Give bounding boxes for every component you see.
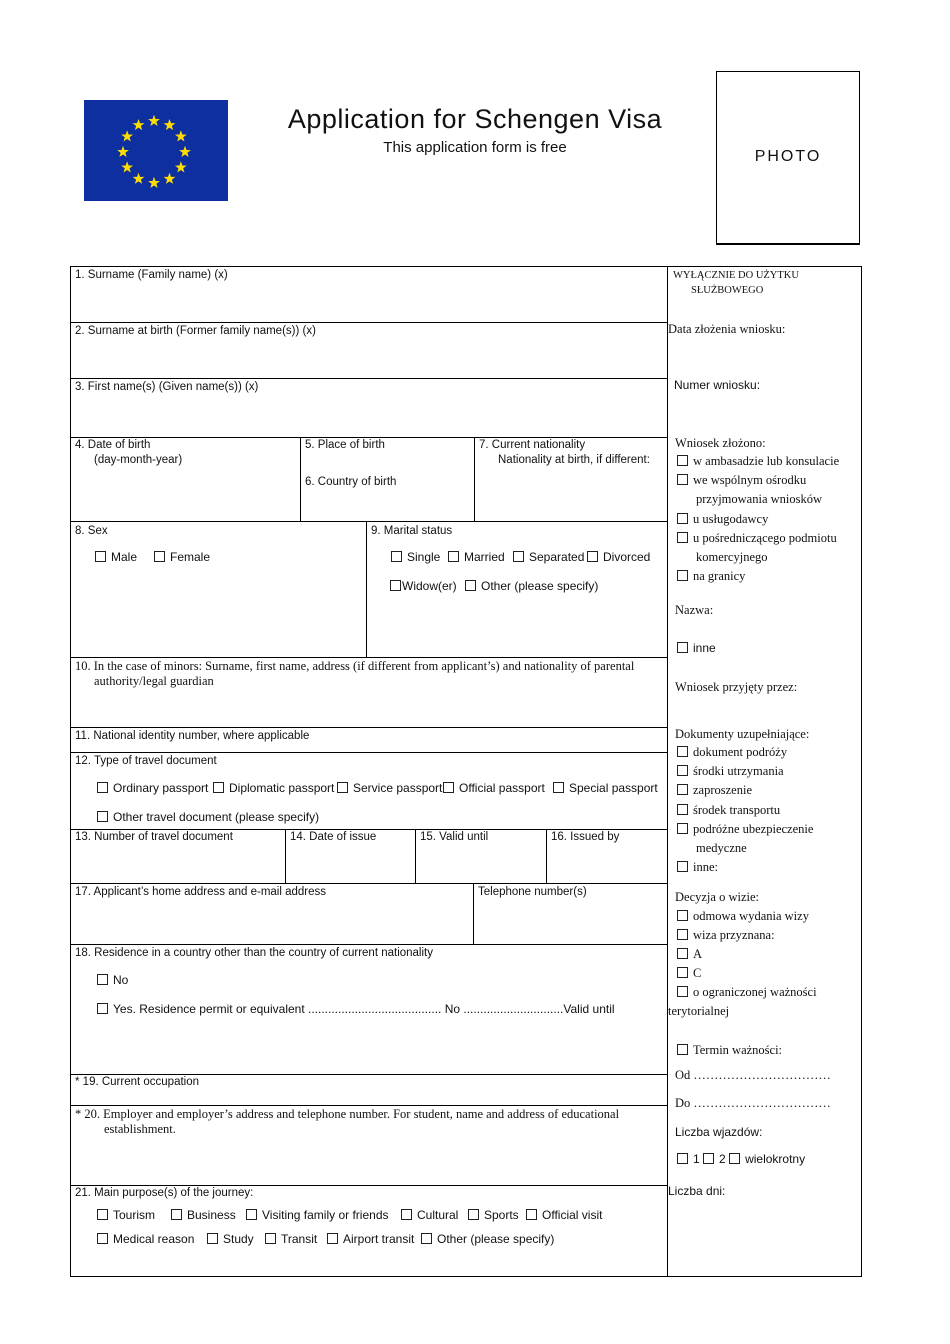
checkbox-study[interactable]: Study bbox=[207, 1232, 254, 1246]
field-date-of-issue: 14. Date of issue bbox=[290, 831, 377, 843]
checkbox-residence-no[interactable]: No bbox=[97, 973, 128, 987]
eu-stars-icon bbox=[84, 100, 228, 201]
star-icon bbox=[148, 115, 160, 126]
checkbox-marital-other[interactable]: Other (please specify) bbox=[465, 579, 598, 593]
checkbox-transit[interactable]: Transit bbox=[265, 1232, 317, 1246]
field-issued-by: 16. Issued by bbox=[551, 831, 620, 843]
checkbox-official-passport[interactable]: Official passport bbox=[443, 781, 545, 795]
field-employer-cont: establishment. bbox=[104, 1122, 176, 1136]
checkbox-limited-validity[interactable]: o ograniczonej ważności bbox=[677, 985, 817, 1000]
office-commercial-cont: komercyjnego bbox=[696, 550, 768, 564]
checkbox-visa-refused[interactable]: odmowa wydania wizy bbox=[677, 909, 809, 924]
checkbox-separated[interactable]: Separated bbox=[513, 550, 584, 564]
office-common-centre-cont: przyjmowania wniosków bbox=[696, 492, 823, 506]
checkbox-means-of-transport[interactable]: środek transportu bbox=[677, 803, 780, 818]
checkbox-invitation[interactable]: zaproszenie bbox=[677, 783, 752, 798]
page-subtitle: This application form is free bbox=[383, 139, 567, 156]
field-employer: * 20. Employer and employer’s address and telephone number. For student, name and address of educational bbox=[75, 1107, 620, 1121]
star-icon bbox=[175, 130, 187, 141]
checkbox-commercial-intermediary[interactable]: u pośredniczącego podmiotu bbox=[677, 531, 837, 546]
checkbox-validity-period[interactable]: Termin ważności: bbox=[677, 1043, 782, 1058]
field-date-format: (day-month-year) bbox=[94, 454, 183, 466]
field-sex: 8. Sex bbox=[75, 525, 108, 537]
office-validity-from: Od …………………………… bbox=[675, 1068, 831, 1082]
checkbox-residence-yes[interactable]: Yes. Residence permit or equivalent ........................................ No ..............................Valid until bbox=[97, 1002, 615, 1016]
checkbox-single[interactable]: Single bbox=[391, 550, 440, 564]
checkbox-female[interactable]: Female bbox=[154, 550, 210, 564]
checkbox-visiting-family[interactable]: Visiting family or friends bbox=[246, 1208, 389, 1222]
checkbox-travel-insurance[interactable]: podróżne ubezpieczenie bbox=[677, 822, 813, 837]
checkbox-business[interactable]: Business bbox=[171, 1208, 236, 1222]
eu-flag bbox=[84, 100, 228, 201]
office-number-label: Numer wniosku: bbox=[674, 378, 761, 392]
page-title: Application for Schengen Visa bbox=[287, 104, 663, 134]
office-submitted-label: Wniosek złożono: bbox=[675, 436, 766, 450]
star-icon bbox=[117, 146, 129, 157]
office-accepted-by-label: Wniosek przyjęty przez: bbox=[675, 680, 798, 694]
checkbox-travel-document[interactable]: dokument podróży bbox=[677, 745, 787, 760]
field-telephone: Telephone number(s) bbox=[478, 886, 587, 898]
star-icon bbox=[121, 161, 133, 172]
checkbox-medical-reason[interactable]: Medical reason bbox=[97, 1232, 194, 1246]
field-current-nationality: 7. Current nationality bbox=[479, 439, 586, 451]
field-minors-guardian-cont: authority/legal guardian bbox=[94, 674, 214, 688]
field-national-id: 11. National identity number, where applicable bbox=[75, 730, 310, 742]
checkbox-docs-other[interactable]: inne: bbox=[677, 860, 718, 875]
field-first-names: 3. First name(s) (Given name(s)) (x) bbox=[75, 381, 259, 393]
checkbox-special-passport[interactable]: Special passport bbox=[553, 781, 658, 795]
field-current-occupation: * 19. Current occupation bbox=[75, 1076, 200, 1088]
office-entries-label: Liczba wjazdów: bbox=[675, 1125, 763, 1139]
checkbox-diplomatic-passport[interactable]: Diplomatic passport bbox=[213, 781, 334, 795]
office-validity-to: Do …………………………… bbox=[675, 1096, 831, 1110]
office-insurance-cont: medyczne bbox=[696, 841, 747, 855]
checkbox-entries-multiple[interactable]: wielokrotny bbox=[729, 1152, 805, 1166]
photo-label: PHOTO bbox=[754, 148, 822, 165]
checkbox-entries-2[interactable]: 2 bbox=[703, 1152, 726, 1166]
checkbox-embassy[interactable]: w ambasadzie lub konsulacie bbox=[677, 454, 839, 469]
office-decision-label: Decyzja o wizie: bbox=[675, 890, 759, 904]
checkbox-border[interactable]: na granicy bbox=[677, 569, 745, 584]
field-minors-guardian: 10. In the case of minors: Surname, first name, address (if different from applicant’s) and nationality of parental bbox=[75, 659, 635, 673]
photo-box[interactable] bbox=[716, 71, 860, 245]
office-days-label: Liczba dni: bbox=[668, 1184, 726, 1198]
checkbox-cultural[interactable]: Cultural bbox=[401, 1208, 458, 1222]
checkbox-visa-c[interactable]: C bbox=[677, 966, 701, 981]
checkbox-service-provider[interactable]: u usługodawcy bbox=[677, 512, 768, 527]
field-document-number: 13. Number of travel document bbox=[75, 831, 233, 843]
field-date-of-birth: 4. Date of birth bbox=[75, 439, 151, 451]
office-entries-options bbox=[677, 1152, 805, 1167]
star-icon bbox=[133, 173, 145, 184]
star-icon bbox=[175, 161, 187, 172]
office-heading-cont: SŁUŻBOWEGO bbox=[691, 285, 764, 296]
field-valid-until: 15. Valid until bbox=[420, 831, 489, 843]
field-marital-status: 9. Marital status bbox=[371, 525, 453, 537]
field-place-of-birth: 5. Place of birth bbox=[305, 439, 385, 451]
checkbox-service-passport[interactable]: Service passport bbox=[337, 781, 442, 795]
checkbox-married[interactable]: Married bbox=[448, 550, 505, 564]
checkbox-airport-transit[interactable]: Airport transit bbox=[327, 1232, 414, 1246]
checkbox-common-centre[interactable]: we wspólnym ośrodku bbox=[677, 473, 806, 488]
star-icon bbox=[164, 119, 176, 130]
star-icon bbox=[179, 146, 191, 157]
checkbox-other-travel-document[interactable]: Other travel document (please specify) bbox=[97, 810, 319, 824]
form-frame bbox=[70, 266, 862, 1277]
checkbox-visa-issued[interactable]: wiza przyznana: bbox=[677, 928, 775, 943]
office-limited-validity-cont: terytorialnej bbox=[668, 1004, 730, 1018]
field-residence: 18. Residence in a country other than the country of current nationality bbox=[75, 947, 433, 959]
checkbox-entries-1[interactable]: 1 bbox=[677, 1152, 700, 1166]
checkbox-visa-a[interactable]: A bbox=[677, 947, 702, 962]
star-icon bbox=[133, 119, 145, 130]
field-home-address: 17. Applicant’s home address and e-mail address bbox=[75, 886, 327, 898]
checkbox-office-other[interactable]: inne bbox=[677, 641, 716, 656]
field-surname: 1. Surname (Family name) (x) bbox=[75, 269, 228, 281]
star-icon bbox=[121, 130, 133, 141]
checkbox-divorced[interactable]: Divorced bbox=[587, 550, 650, 564]
checkbox-tourism[interactable]: Tourism bbox=[97, 1208, 155, 1222]
office-heading: WYŁĄCZNIE DO UŻYTKU bbox=[673, 270, 799, 281]
star-icon bbox=[148, 177, 160, 188]
checkbox-sports[interactable]: Sports bbox=[468, 1208, 519, 1222]
office-name-label: Nazwa: bbox=[675, 603, 714, 617]
field-main-purpose: 21. Main purpose(s) of the journey: bbox=[75, 1187, 254, 1199]
checkbox-ordinary-passport[interactable]: Ordinary passport bbox=[97, 781, 208, 795]
field-surname-at-birth: 2. Surname at birth (Former family name(s)) (x) bbox=[75, 325, 316, 337]
field-nationality-at-birth: Nationality at birth, if different: bbox=[498, 454, 650, 466]
office-supporting-docs-label: Dokumenty uzupełniające: bbox=[675, 727, 810, 741]
office-date-label: Data złożenia wniosku: bbox=[668, 322, 786, 336]
checkbox-purpose-other[interactable]: Other (please specify) bbox=[421, 1232, 554, 1246]
star-icon bbox=[164, 173, 176, 184]
checkbox-official-visit[interactable]: Official visit bbox=[526, 1208, 602, 1222]
checkbox-male[interactable]: Male bbox=[95, 550, 137, 564]
checkbox-means-of-subsistence[interactable]: środki utrzymania bbox=[677, 764, 784, 779]
field-country-of-birth: 6. Country of birth bbox=[305, 476, 397, 488]
field-travel-document-type: 12. Type of travel document bbox=[75, 755, 217, 767]
checkbox-widower[interactable]: Widow(er) bbox=[390, 579, 457, 593]
